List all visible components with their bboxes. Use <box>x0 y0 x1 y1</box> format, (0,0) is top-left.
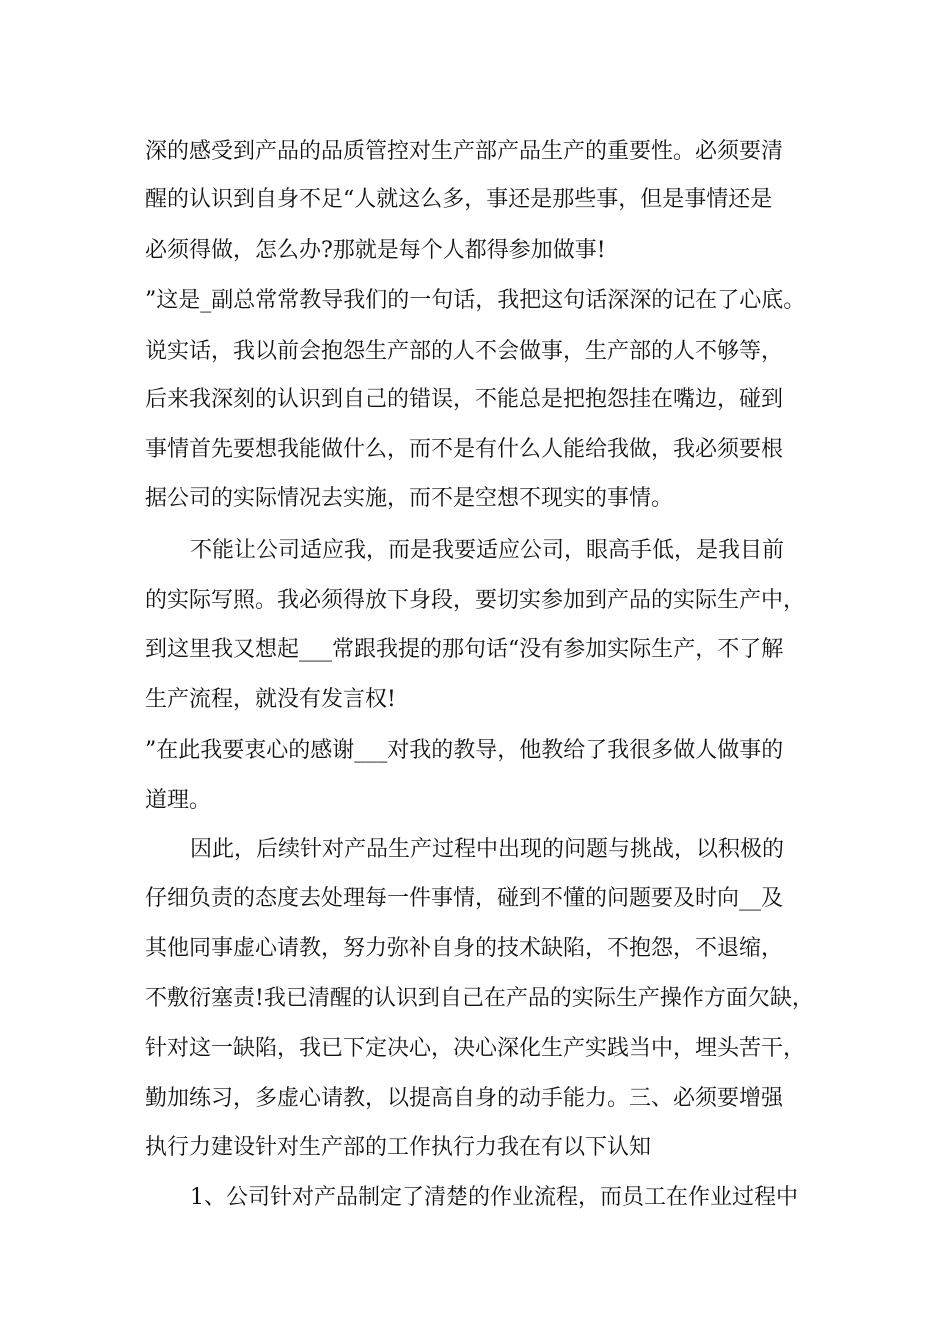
paragraph-first-line: 1、公司针对产品制定了清楚的作业流程，而员工在作业过程中 <box>190 1185 798 1210</box>
text-line: 到这里我又想起___常跟我提的那句话“没有参加实际生产，不了解 <box>145 637 784 662</box>
paragraph-first-line: 因此，后续针对产品生产过程中出现的问题与挑战，以积极的 <box>190 837 785 862</box>
text-line: 深的感受到产品的品质管控对生产部产品生产的重要性。必须要清 <box>145 139 784 164</box>
text-line: 针对这一缺陷，我已下定决心，决心深化生产实践当中，埋头苦干， <box>145 1036 806 1061</box>
text-line: 必须得做，怎么办?那就是每个人都得参加做事! <box>145 238 606 263</box>
text-line: 勤加练习，多虚心请教，以提高自身的动手能力。三、必须要增强 <box>145 1086 784 1111</box>
text-line: 说实话，我以前会抱怨生产部的人不会做事，生产部的人不够等， <box>145 339 784 364</box>
text-line: 仔细负责的态度去处理每一件事情，碰到不懂的问题要及时向__及 <box>145 886 784 911</box>
text-line: 事情首先要想我能做什么，而不是有什么人能给我做，我必须要根 <box>145 437 784 462</box>
text-line: 据公司的实际情况去实施，而不是空想不现实的事情。 <box>145 486 674 511</box>
text-line: 生产流程，就没有发言权! <box>145 687 396 712</box>
text-line: ”在此我要衷心的感谢___对我的教导，他教给了我很多做人做事的 <box>145 738 784 763</box>
text-line: ”这是_副总常常教导我们的一句话，我把这句话深深的记在了心底。 <box>145 288 806 313</box>
text-line: 的实际写照。我必须得放下身段，要切实参加到产品的实际生产中， <box>145 588 806 613</box>
text-line: 醒的认识到自身不足“人就这么多，事还是那些事，但是事情还是 <box>145 187 773 212</box>
text-line: 执行力建设针对生产部的工作执行力我在有以下认知 <box>145 1135 652 1160</box>
text-line: 其他同事虚心请教，努力弥补自身的技术缺陷，不抱怨，不退缩， <box>145 936 784 961</box>
text-line: 后来我深刻的认识到自己的错误，不能总是把抱怨挂在嘴边，碰到 <box>145 387 784 412</box>
text-line: 道理。 <box>145 788 212 813</box>
text-line: 不敷衍塞责!我已清醒的认识到自己在产品的实际生产操作方面欠缺， <box>145 986 814 1011</box>
paragraph-first-line: 不能让公司适应我，而是我要适应公司，眼高手低，是我目前 <box>190 538 785 563</box>
